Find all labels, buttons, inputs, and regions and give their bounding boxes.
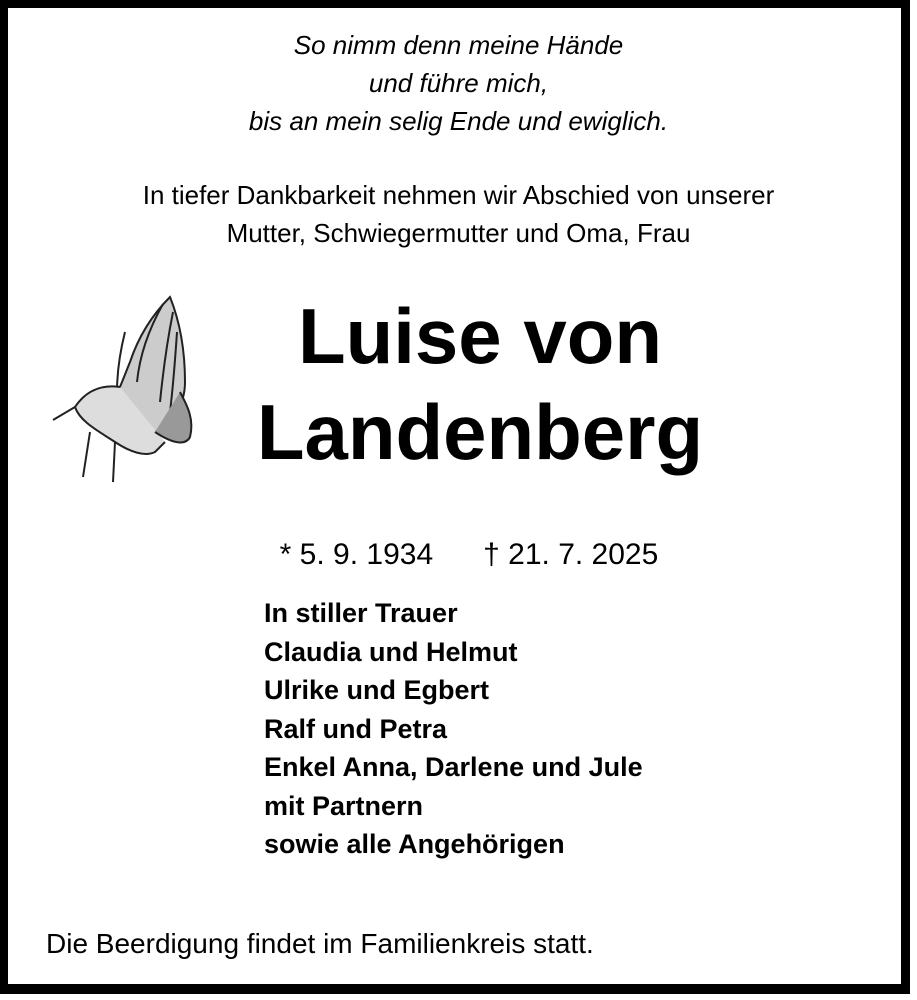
verse-line: bis an mein selig Ende und ewiglich.: [248, 106, 669, 136]
verse-line: So nimm denn meine Hände: [293, 30, 624, 60]
mourner-line: In stiller Trauer: [264, 598, 458, 628]
death-date: † 21. 7. 2025: [483, 538, 659, 571]
funeral-note: Die Beerdigung findet im Familienkreis statt.: [46, 928, 594, 959]
mourner-line: Enkel Anna, Darlene und Jule: [264, 752, 643, 782]
mourner-line: Ralf und Petra: [264, 713, 448, 744]
mourner-line: Ulrike und Egbert: [264, 675, 490, 705]
life-dates: [263, 504, 658, 572]
mourner-line: mit Partnern: [264, 790, 424, 821]
mourner-line: Claudia und Helmut: [264, 636, 518, 667]
mourners-list: [264, 594, 643, 864]
praying-hands-icon: [45, 292, 200, 492]
deceased-name: [200, 288, 760, 480]
birth-date: * 5. 9. 1934: [279, 538, 434, 571]
intro-line: Mutter, Schwiegermutter und Oma, Frau: [226, 218, 691, 248]
intro-text: [0, 176, 917, 252]
intro-line: In tiefer Dankbarkeit nehmen wir Abschied von unserer: [142, 180, 775, 210]
name-line: Landenberg: [256, 388, 704, 476]
mourner-line: sowie alle Angehörigen: [264, 829, 565, 859]
verse: [0, 26, 917, 140]
verse-line: und führe mich,: [368, 68, 549, 98]
name-line: Luise von: [297, 292, 663, 380]
